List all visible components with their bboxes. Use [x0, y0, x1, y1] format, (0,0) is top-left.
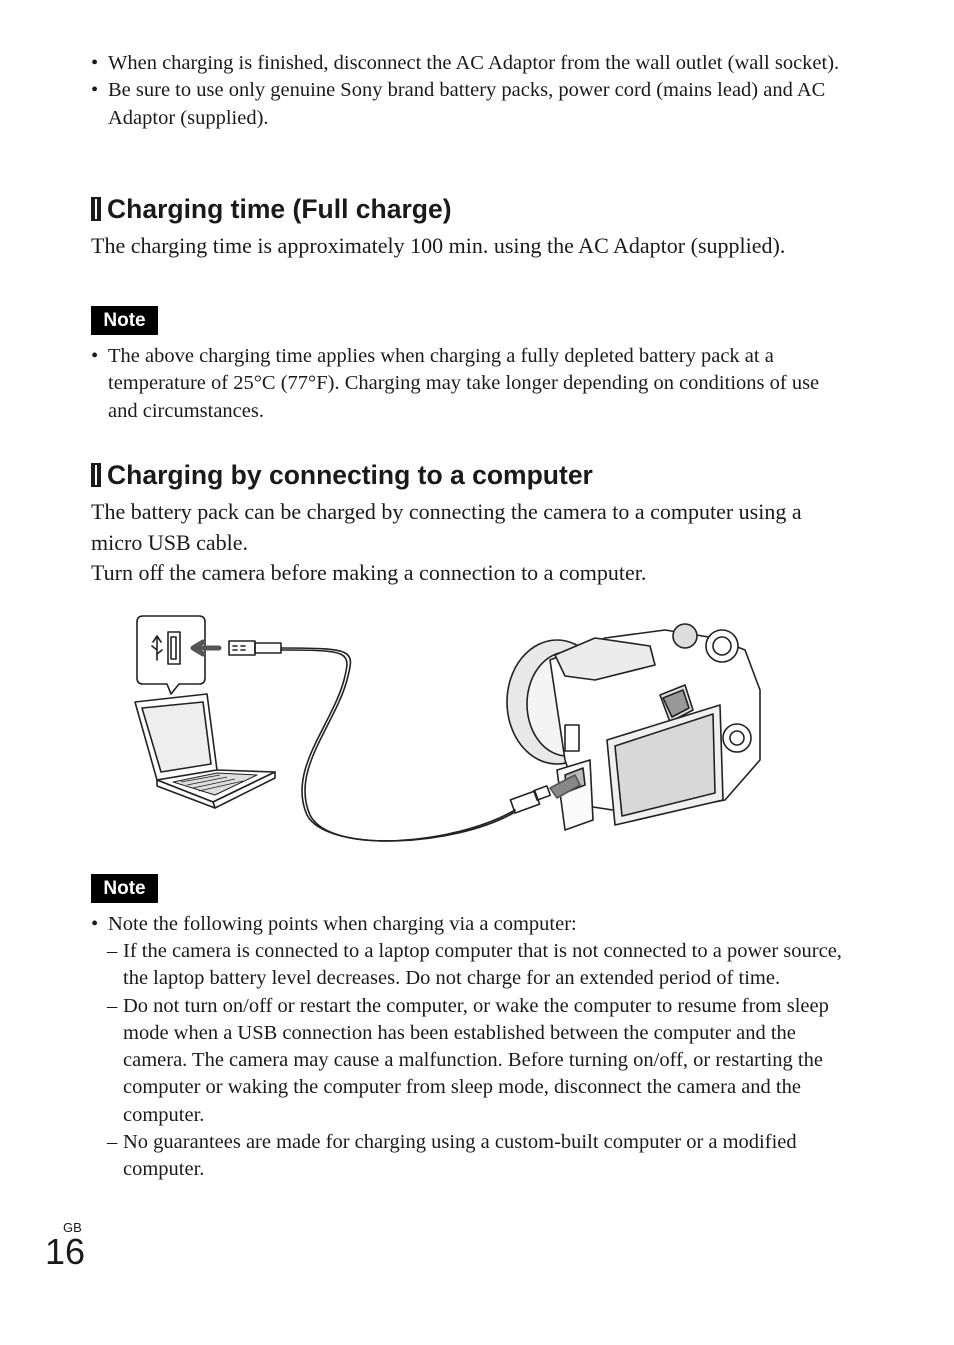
note-item [91, 911, 851, 938]
note-dash-list [107, 938, 847, 1184]
dash-item: – If the camera is connected to a laptop computer that is not connected to a power source, the laptop battery level decreases. Do not charge for an extended period of time. [107, 938, 847, 993]
insert-arrow-icon [193, 642, 219, 654]
heading-marker-icon [91, 463, 101, 487]
usb-plug-icon [229, 641, 281, 655]
micro-usb-plug-icon [510, 786, 550, 813]
bullet-item: • Be sure to use only genuine Sony brand battery packs, power cord (mains lead) and AC Adaptor (supplied). [91, 77, 851, 132]
dash-item: – Do not turn on/off or restart the computer, or wake the computer to resume from sleep mode when a USB connection has been established between the computer and the camera. The camera may cause a malfunction. Before turning on/off, or restarting the computer or waking the computer from sleep mode, disconnect the camera and the computer. [107, 993, 847, 1129]
usb-charging-illustration [125, 610, 765, 855]
charging-time-body: The charging time is approximately 100 min. using the AC Adaptor (supplied). [91, 233, 786, 258]
section-heading-charging-time [91, 193, 452, 225]
bullet-item: • When charging is finished, disconnect the AC Adaptor from the wall outlet (wall socket). [91, 50, 851, 77]
note-item: • The above charging time applies when charging a fully depleted battery pack at a temperature of 25°C (77°F). Charging may take longer depending on conditions of use and circumstances. [91, 343, 851, 425]
laptop-icon [135, 694, 275, 808]
top-bullet-list [91, 50, 851, 132]
note-badge: Note [91, 306, 158, 335]
heading-text: Charging time (Full charge) [107, 194, 452, 224]
heading-marker-icon [91, 197, 101, 221]
note-list-2 [91, 911, 851, 938]
section-heading-computer-charging [91, 459, 593, 491]
usb-cable [281, 648, 515, 841]
note-list-1 [91, 343, 851, 425]
note-intro-text: Note the following points when charging via a computer: [108, 913, 577, 935]
page-number: 16 [45, 1231, 86, 1272]
camera-icon [507, 624, 760, 830]
usb-port-callout [137, 616, 205, 694]
note-badge: Note [91, 874, 158, 903]
usb-icon [152, 636, 162, 660]
heading-text: Charging by connecting to a computer [107, 460, 593, 490]
dash-item: – No guarantees are made for charging using a custom-built computer or a modified computer. [107, 1129, 847, 1184]
computer-charging-body-2: Turn off the camera before making a connection to a computer. [91, 560, 647, 585]
computer-charging-body-1: The battery pack can be charged by connecting the camera to a computer using a micro USB cable. [91, 499, 802, 555]
region-label: GB [63, 1220, 82, 1235]
